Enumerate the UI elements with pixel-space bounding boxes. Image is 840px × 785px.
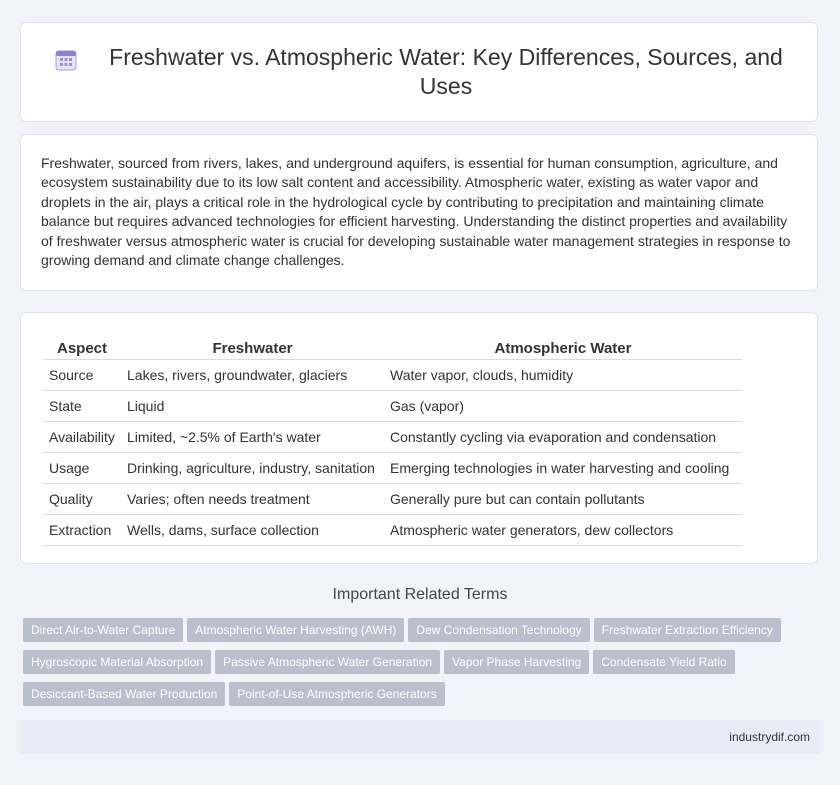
table-header-row <box>43 335 742 360</box>
table-cell: Availability <box>43 422 121 453</box>
table-row <box>43 484 742 515</box>
table-cell: Usage <box>43 453 121 484</box>
related-term-tag[interactable]: Point-of-Use Atmospheric Generators <box>229 682 444 706</box>
related-term-tag[interactable]: Dew Condensation Technology <box>408 618 589 642</box>
table-cell: Atmospheric water generators, dew collectors <box>384 515 742 546</box>
table-cell: Gas (vapor) <box>384 391 742 422</box>
table-cell: Lakes, rivers, groundwater, glaciers <box>121 360 384 391</box>
table-cell: Emerging technologies in water harvesting and cooling <box>384 453 742 484</box>
table-cell: Quality <box>43 484 121 515</box>
table-row <box>43 453 742 484</box>
table-cell: State <box>43 391 121 422</box>
table-cell: Generally pure but can contain pollutants <box>384 484 742 515</box>
related-term-tag[interactable]: Passive Atmospheric Water Generation <box>215 650 440 674</box>
related-term-tag[interactable]: Condensate Yield Ratio <box>593 650 734 674</box>
table-row <box>43 391 742 422</box>
column-header: Aspect <box>56 339 108 357</box>
table-row <box>43 515 742 546</box>
table-cell: Limited, ~2.5% of Earth's water <box>121 422 384 453</box>
related-term-tag[interactable]: Freshwater Extraction Efficiency <box>594 618 781 642</box>
comparison-table <box>43 335 742 546</box>
table-cell: Constantly cycling via evaporation and condensation <box>384 422 742 453</box>
table-row <box>43 422 742 453</box>
column-header: Atmospheric Water <box>494 339 632 357</box>
calendar-grid-icon <box>55 49 77 71</box>
table-cell: Liquid <box>121 391 384 422</box>
table-row <box>43 360 742 391</box>
intro-card <box>20 134 818 291</box>
table-cell: Water vapor, clouds, humidity <box>384 360 742 391</box>
table-cell: Source <box>43 360 121 391</box>
intro-paragraph: Freshwater, sourced from rivers, lakes, and underground aquifers, is essential for human consumption, agriculture, and ecosystem sustainability due to its low salt content and accessibility. Atmospheric water, existing as water vapor and droplets in the air, plays a critical role in the hydrological cycle by contributing to precipitation and maintaining climate balance but requires advanced technologies for efficient harvesting. Understanding the distinct properties and availability of freshwater versus atmospheric water is crucial for developing sustainable water management strategies in response to growing demand and climate change challenges. <box>41 155 791 269</box>
page-title: Freshwater vs. Atmospheric Water: Key Differences, Sources, and Uses <box>109 44 783 99</box>
table-cell: Drinking, agriculture, industry, sanitation <box>121 453 384 484</box>
comparison-card <box>20 312 818 564</box>
footer-site-link[interactable]: industrydif.com <box>729 730 810 744</box>
table-cell: Extraction <box>43 515 121 546</box>
table-cell: Varies; often needs treatment <box>121 484 384 515</box>
table-cell: Wells, dams, surface collection <box>121 515 384 546</box>
related-term-tag[interactable]: Hygroscopic Material Absorption <box>23 650 211 674</box>
related-term-tag[interactable]: Direct Air-to-Water Capture <box>23 618 183 642</box>
related-term-tag[interactable]: Vapor Phase Harvesting <box>444 650 589 674</box>
column-header: Freshwater <box>212 339 293 357</box>
header-card <box>20 22 818 122</box>
related-terms-tags <box>23 618 813 714</box>
related-term-tag[interactable]: Atmospheric Water Harvesting (AWH) <box>187 618 404 642</box>
related-terms-title: Important Related Terms <box>332 586 508 603</box>
related-term-tag[interactable]: Desiccant-Based Water Production <box>23 682 225 706</box>
footer-bar <box>20 720 820 754</box>
